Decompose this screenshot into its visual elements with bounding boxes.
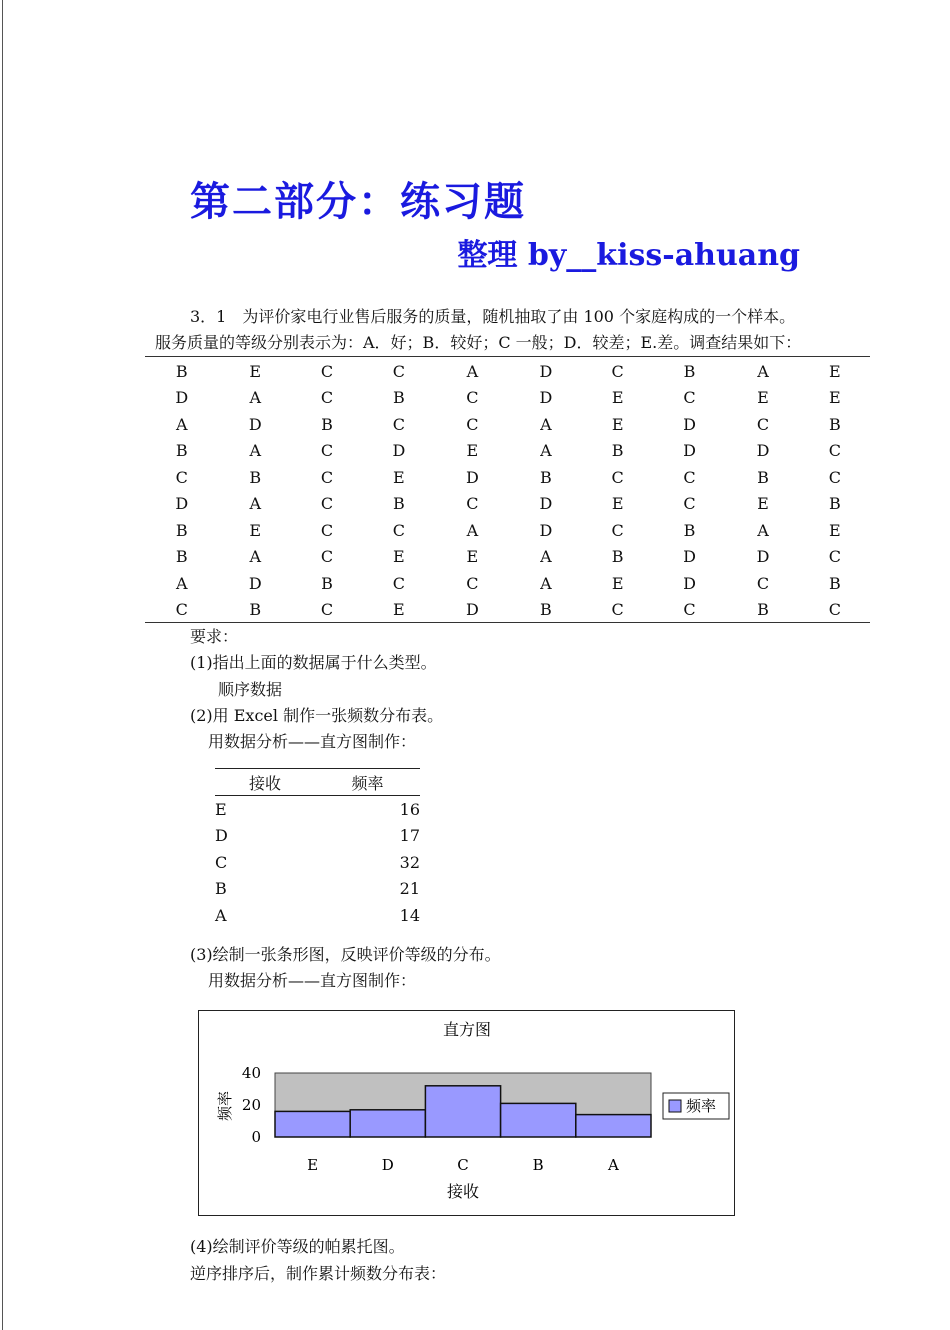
grade-cell: D [465, 600, 479, 620]
grade-cell: A [175, 573, 188, 593]
grade-cell: B [828, 414, 841, 434]
grade-cell: C [320, 494, 334, 514]
grade-cell: C [756, 414, 770, 434]
frequency-value: 32 [399, 852, 420, 872]
page-title: 第二部分：练习题 [190, 178, 526, 225]
grades-table [145, 358, 870, 623]
grade-cell: C [392, 361, 405, 381]
grade-cell: A [175, 414, 188, 434]
grades-row [145, 358, 870, 385]
grade-cell: D [539, 494, 553, 514]
histogram-chart [198, 1010, 735, 1216]
grade-cell: C [320, 361, 334, 381]
grade-cell: E [757, 494, 769, 514]
grade-cell: B [175, 361, 188, 381]
header-receive: 接收 [248, 773, 281, 793]
grade-cell: D [683, 573, 696, 593]
page-left-border [2, 0, 3, 1330]
grade-cell: C [683, 600, 696, 620]
grade-cell: E [829, 361, 841, 381]
grade-cell: C [320, 441, 334, 461]
y-tick-label: 0 [251, 1128, 261, 1146]
question-4: (4)绘制评价等级的帕累托图。 [190, 1237, 405, 1256]
grade-cell: B [611, 441, 624, 461]
grade-cell: A [466, 520, 479, 540]
grade-cell: B [683, 520, 696, 540]
grade-cell: E [466, 441, 479, 461]
grade-cell: D [248, 414, 262, 434]
bar [576, 1115, 651, 1137]
grades-row [145, 385, 870, 412]
header-frequency: 频率 [351, 773, 384, 793]
grade-cell: D [539, 361, 553, 381]
grade-cell: B [757, 467, 769, 487]
grade-cell: E [829, 388, 841, 408]
frequency-row [215, 823, 420, 850]
question-1: (1)指出上面的数据属于什么类型。 [190, 653, 437, 672]
grade-cell: D [539, 388, 553, 408]
grade-cell: D [683, 414, 696, 434]
grade-cell: C [320, 388, 334, 408]
bar [425, 1086, 500, 1137]
grade-cell: C [320, 467, 334, 487]
grade-cell: D [465, 467, 479, 487]
grade-cell: C [392, 414, 405, 434]
grades-row [145, 517, 870, 544]
grade-cell: E [611, 494, 624, 514]
intro-line-1: 3．1 为评价家电行业售后服务的质量，随机抽取了由 100 个家庭构成的一个样本。 [190, 307, 796, 326]
grade-cell: C [392, 573, 405, 593]
grade-cell: B [539, 600, 552, 620]
table-bottom-rule [145, 622, 870, 623]
grade-cell: A [540, 547, 552, 567]
y-axis-label: 频率 [216, 1090, 234, 1122]
grade-cell: C [320, 520, 334, 540]
x-tick-label: C [457, 1156, 469, 1174]
grade-cell: C [828, 600, 841, 620]
grade-cell: D [175, 388, 189, 408]
grade-cell: C [828, 441, 841, 461]
grade-cell: A [757, 361, 769, 381]
grade-cell: D [683, 547, 696, 567]
frequency-table-header [215, 768, 420, 796]
y-tick-label: 40 [241, 1064, 261, 1082]
x-axis-label: 接收 [446, 1182, 480, 1201]
grade-cell: C [320, 600, 334, 620]
grade-cell: C [320, 547, 334, 567]
grade-cell: A [540, 441, 552, 461]
frequency-value: 16 [399, 799, 420, 819]
grade-cell: A [540, 573, 552, 593]
grade-cell: D [539, 520, 553, 540]
grade-cell: C [466, 414, 479, 434]
grade-cell: D [248, 573, 262, 593]
answer-1: 顺序数据 [218, 680, 283, 699]
frequency-table [215, 768, 420, 929]
grade-cell: B [321, 414, 333, 434]
frequency-row [215, 849, 420, 876]
grade-cell: D [392, 441, 406, 461]
frequency-value: 17 [399, 826, 420, 846]
x-tick-label: A [607, 1156, 619, 1174]
grade-cell: C [466, 388, 479, 408]
grade-cell: C [683, 467, 696, 487]
answer-2: 用数据分析——直方图制作： [208, 732, 417, 751]
grade-cell: E [249, 520, 262, 540]
bar [350, 1110, 425, 1137]
y-tick-label: 20 [241, 1096, 261, 1114]
histogram-svg [199, 1011, 736, 1217]
grade-cell: B [611, 547, 624, 567]
grade-cell: C [828, 547, 841, 567]
frequency-value: 21 [399, 879, 420, 899]
grade-cell: C [175, 467, 188, 487]
grade-cell: B [175, 441, 188, 461]
frequency-grade: B [215, 879, 227, 899]
grade-cell: B [249, 600, 262, 620]
chart-title: 直方图 [442, 1020, 492, 1039]
x-tick-label: E [307, 1156, 319, 1174]
grades-row [145, 544, 870, 571]
legend-label: 频率 [686, 1097, 717, 1115]
grade-cell: B [539, 467, 552, 487]
grade-cell: E [757, 388, 769, 408]
grade-cell: A [249, 388, 261, 408]
grade-cell: A [249, 441, 261, 461]
grade-cell: B [321, 573, 333, 593]
grade-cell: C [611, 600, 624, 620]
grade-cell: B [828, 494, 841, 514]
grade-cell: C [611, 467, 624, 487]
grade-cell: C [392, 520, 405, 540]
grade-cell: D [175, 494, 189, 514]
grade-cell: A [466, 361, 479, 381]
grade-cell: B [175, 547, 188, 567]
grades-row [145, 597, 870, 624]
grade-cell: A [540, 414, 552, 434]
question-3: (3)绘制一张条形图，反映评价等级的分布。 [190, 945, 501, 964]
grade-cell: C [756, 573, 770, 593]
grade-cell: E [611, 388, 624, 408]
frequency-grade: E [215, 799, 227, 819]
grade-cell: E [249, 361, 262, 381]
grade-cell: A [249, 547, 261, 567]
grades-row [145, 570, 870, 597]
grade-cell: C [611, 520, 624, 540]
frequency-value: 14 [399, 905, 420, 925]
x-tick-label: B [532, 1156, 544, 1174]
grade-cell: B [393, 494, 405, 514]
grade-cell: D [756, 547, 770, 567]
frequency-grade: D [215, 826, 228, 846]
grade-cell: D [683, 441, 696, 461]
answer-4: 逆序排序后，制作累计频数分布表： [190, 1264, 447, 1283]
frequency-row [215, 876, 420, 903]
intro-line-2: 服务质量的等级分别表示为：A．好；B．较好；C 一般；D．较差；E.差。调查结果如下： [155, 333, 802, 352]
page-subtitle: 整理 by__kiss-ahuang [457, 238, 800, 273]
grade-cell: E [393, 547, 405, 567]
grades-row [145, 491, 870, 518]
grade-cell: B [393, 388, 405, 408]
grade-cell: A [757, 520, 769, 540]
frequency-grade: A [215, 905, 227, 925]
grade-cell: B [249, 467, 262, 487]
grade-cell: C [175, 600, 188, 620]
grade-cell: C [466, 573, 479, 593]
bar [501, 1103, 576, 1137]
grades-row [145, 411, 870, 438]
grade-cell: B [828, 573, 841, 593]
grades-row [145, 464, 870, 491]
grade-cell: E [393, 600, 405, 620]
grade-cell: A [249, 494, 261, 514]
grade-cell: C [683, 388, 696, 408]
question-2: (2)用 Excel 制作一张频数分布表。 [190, 706, 444, 725]
frequency-row [215, 796, 420, 823]
grade-cell: E [611, 414, 624, 434]
grade-cell: C [683, 494, 696, 514]
table-top-rule [145, 356, 870, 357]
grade-cell: B [175, 520, 188, 540]
grade-cell: E [466, 547, 479, 567]
grade-cell: B [757, 600, 769, 620]
grade-cell: C [466, 494, 479, 514]
frequency-row [215, 902, 420, 929]
bar [275, 1111, 350, 1137]
grade-cell: D [756, 441, 770, 461]
grade-cell: B [683, 361, 696, 381]
legend-swatch [669, 1100, 681, 1112]
grade-cell: C [828, 467, 841, 487]
grade-cell: E [611, 573, 624, 593]
x-tick-label: D [381, 1156, 394, 1174]
grades-row [145, 438, 870, 465]
frequency-grade: C [215, 852, 228, 872]
grade-cell: E [829, 520, 841, 540]
grade-cell: E [393, 467, 405, 487]
answer-3: 用数据分析——直方图制作： [208, 971, 417, 990]
grade-cell: C [611, 361, 624, 381]
requirements-heading: 要求： [190, 627, 239, 646]
